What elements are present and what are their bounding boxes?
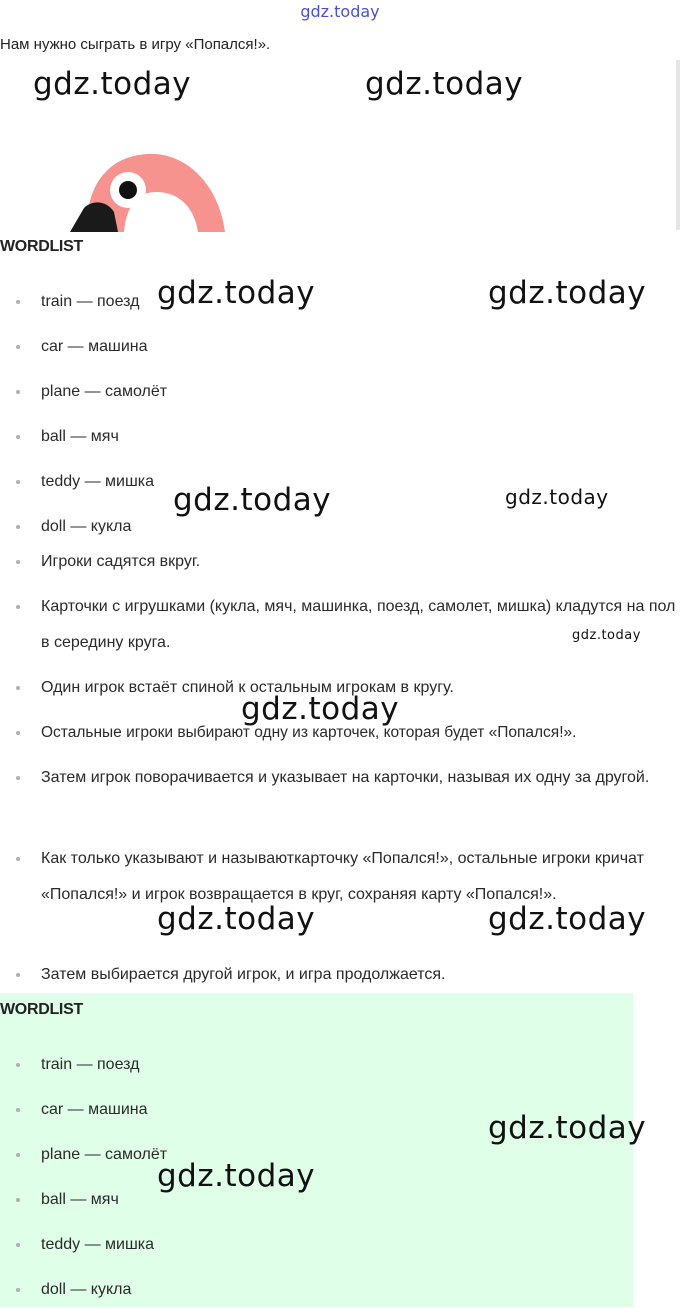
watermark: gdz.today	[157, 1158, 316, 1194]
watermark: gdz.today	[365, 66, 524, 102]
bullet	[16, 686, 20, 690]
bullet	[16, 1198, 20, 1202]
bullet	[16, 480, 20, 484]
watermark: gdz.today	[488, 1110, 647, 1146]
bullet	[16, 973, 20, 977]
bullet	[16, 857, 20, 861]
bullet	[16, 525, 20, 529]
flamingo-illustration	[60, 140, 230, 232]
watermark: gdz.today	[33, 66, 192, 102]
wordlist-heading: WORDLIST	[0, 238, 83, 255]
bullet	[16, 390, 20, 394]
bullet	[16, 776, 20, 780]
watermark: gdz.today	[572, 628, 641, 643]
scrollbar[interactable]	[676, 60, 680, 230]
bullet	[16, 1288, 20, 1292]
bullet	[16, 435, 20, 439]
watermark: gdz.today	[241, 691, 400, 727]
bullet	[16, 1063, 20, 1067]
bullet	[16, 560, 20, 564]
watermark: gdz.today	[488, 275, 647, 311]
watermark: gdz.today	[505, 485, 609, 509]
bullet	[16, 300, 20, 304]
intro-text: Нам нужно сыграть в игру «Попался!».	[0, 36, 271, 53]
flamingo-eye-pupil	[119, 181, 137, 199]
bullet	[16, 605, 20, 609]
bullet	[16, 345, 20, 349]
bullet	[16, 731, 20, 735]
watermark: gdz.today	[157, 901, 316, 937]
wordlist-heading-2: WORDLIST	[0, 1001, 83, 1018]
bullet	[16, 1108, 20, 1112]
site-top-link[interactable]: gdz.today	[300, 2, 380, 21]
watermark: gdz.today	[173, 482, 332, 518]
bullet	[16, 1153, 20, 1157]
watermark: gdz.today	[488, 901, 647, 937]
watermark: gdz.today	[157, 275, 316, 311]
bullet	[16, 1243, 20, 1247]
